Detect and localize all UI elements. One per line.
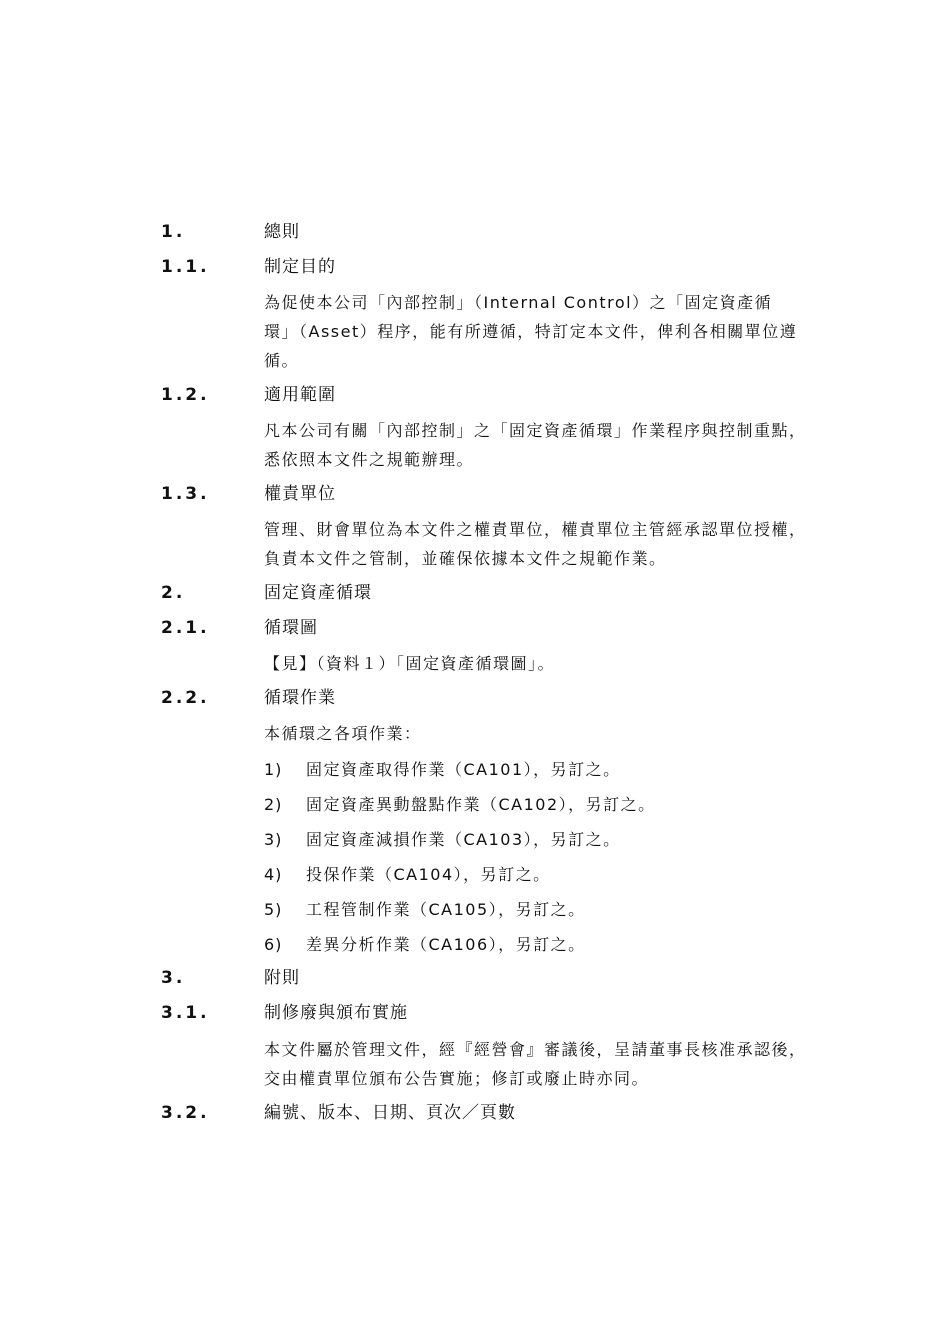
section-heading: 制修廢與頒布實施 [264,1003,408,1023]
list-item-number: 5) [264,900,283,919]
section-number: 3. [161,968,186,988]
section-paragraph [264,515,864,573]
list-item-number: 2) [264,795,283,814]
section-heading: 附則 [264,968,300,988]
list-item: 固定資產取得作業（CA101），另訂之。 [306,760,621,779]
section-number: 3.1. [161,1003,210,1023]
list-item-number: 3) [264,830,283,849]
list-item-number: 6) [264,935,283,954]
section-heading: 固定資產循環 [264,583,372,603]
list-item: 投保作業（CA104），另訂之。 [306,865,551,884]
list-item: 固定資產減損作業（CA103），另訂之。 [306,830,621,849]
section-number: 1.1. [161,257,210,277]
section-number: 1. [161,222,186,242]
section-number: 2.1. [161,618,210,638]
section-heading: 制定目的 [264,257,336,277]
paragraph-line: 交由權責單位頒布公告實施；修訂或廢止時亦同。 [264,1069,650,1088]
paragraph-line: 管理、財會單位為本文件之權責單位，權責單位主管經承認單位授權， [264,520,807,539]
section-paragraph [264,288,864,375]
section-paragraph [264,649,864,678]
list-item-number: 1) [264,760,283,779]
paragraph-line: 本循環之各項作業： [264,724,422,743]
paragraph-line: 悉依照本文件之規範辦理。 [264,450,475,469]
list-item: 差異分析作業（CA106），另訂之。 [306,935,586,954]
list-item: 固定資產異動盤點作業（CA102），另訂之。 [306,795,656,814]
section-heading: 適用範圍 [264,385,336,405]
section-heading: 循環圖 [264,618,318,638]
section-number: 2.2. [161,688,210,708]
list-item-number: 4) [264,865,283,884]
section-heading: 總則 [264,222,300,242]
section-number: 2. [161,583,186,603]
section-paragraph [264,719,864,748]
paragraph-line: 循。 [264,351,300,370]
paragraph-line: 為促使本公司「內部控制」（Internal Control）之「固定資產循 [264,293,773,312]
list-item: 工程管制作業（CA105），另訂之。 [306,900,586,919]
section-number: 3.2. [161,1103,210,1123]
section-heading: 循環作業 [264,688,336,708]
paragraph-line: 【見】（資料１）「固定資產循環圖」。 [264,654,556,673]
section-heading: 權責單位 [264,484,336,504]
section-heading: 編號、版本、日期、頁次／頁數 [264,1103,516,1123]
paragraph-line: 凡本公司有關「內部控制」之「固定資產循環」作業程序與控制重點， [264,421,807,440]
section-number: 1.2. [161,385,210,405]
section-number: 1.3. [161,484,210,504]
section-paragraph [264,1035,864,1093]
paragraph-line: 本文件屬於管理文件，經『經營會』審議後，呈請董事長核准承認後， [264,1040,807,1059]
paragraph-line: 環」（Asset）程序，能有所遵循，特訂定本文件，俾利各相關單位遵 [264,322,798,341]
paragraph-line: 負責本文件之管制，並確保依據本文件之規範作業。 [264,549,667,568]
section-paragraph [264,416,864,474]
